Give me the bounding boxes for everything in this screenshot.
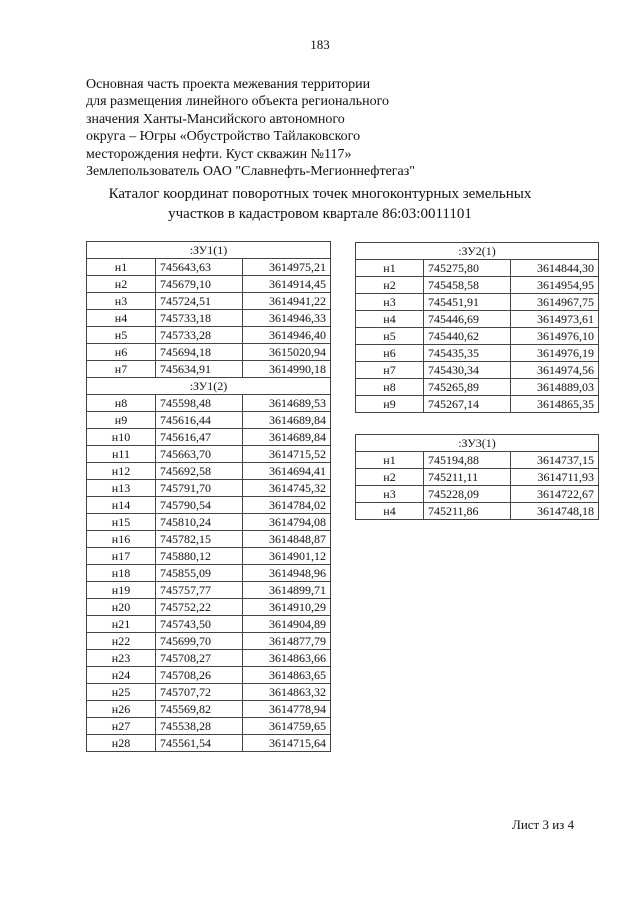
x-coordinate-cell: 745743,50 bbox=[155, 616, 243, 633]
y-coordinate-cell: 3614899,71 bbox=[243, 582, 331, 599]
x-coordinate-cell: 745275,80 bbox=[423, 260, 511, 277]
x-coordinate-cell: 745616,47 bbox=[155, 429, 243, 446]
y-coordinate-cell: 3614973,61 bbox=[511, 311, 599, 328]
point-name-cell: н8 bbox=[87, 395, 156, 412]
sheet-footer: Лист 3 из 4 bbox=[512, 817, 575, 832]
point-name-cell: н9 bbox=[87, 412, 156, 429]
x-coordinate-cell: 745569,82 bbox=[155, 701, 243, 718]
y-coordinate-cell: 3614976,10 bbox=[511, 328, 599, 345]
x-coordinate-cell: 745694,18 bbox=[155, 344, 243, 361]
y-coordinate-cell: 3614946,40 bbox=[243, 327, 331, 344]
x-coordinate-cell: 745634,91 bbox=[155, 361, 243, 378]
point-name-cell: н6 bbox=[87, 344, 156, 361]
y-coordinate-cell: 3614715,52 bbox=[243, 446, 331, 463]
x-coordinate-cell: 745757,77 bbox=[155, 582, 243, 599]
table-row bbox=[87, 463, 331, 480]
x-coordinate-cell: 745791,70 bbox=[155, 480, 243, 497]
table-row bbox=[87, 684, 331, 701]
header-line: Землепользователь ОАО "Славнефть-Мегионнефтегаз" bbox=[86, 164, 415, 180]
x-coordinate-cell: 745663,70 bbox=[155, 446, 243, 463]
point-name-cell: н28 bbox=[87, 735, 156, 752]
x-coordinate-cell: 745707,72 bbox=[155, 684, 243, 701]
table-row bbox=[87, 565, 331, 582]
catalog-title-line: Каталог координат поворотных точек многоконтурных земельных bbox=[108, 186, 532, 202]
y-coordinate-cell: 3614778,94 bbox=[243, 701, 331, 718]
point-name-cell: н6 bbox=[356, 345, 424, 362]
y-coordinate-cell: 3614865,35 bbox=[511, 396, 599, 413]
x-coordinate-cell: 745708,27 bbox=[155, 650, 243, 667]
y-coordinate-cell: 3614974,56 bbox=[511, 362, 599, 379]
y-coordinate-cell: 3614889,03 bbox=[511, 379, 599, 396]
parcel-caption: :ЗУ1(1) bbox=[87, 242, 331, 259]
table-row bbox=[356, 277, 599, 294]
point-name-cell: н3 bbox=[87, 293, 156, 310]
x-coordinate-cell: 745782,15 bbox=[155, 531, 243, 548]
x-coordinate-cell: 745724,51 bbox=[155, 293, 243, 310]
table-row bbox=[87, 701, 331, 718]
table-row bbox=[87, 582, 331, 599]
point-name-cell: н20 bbox=[87, 599, 156, 616]
table-row bbox=[87, 531, 331, 548]
point-name-cell: н27 bbox=[87, 718, 156, 735]
y-coordinate-cell: 3614863,32 bbox=[243, 684, 331, 701]
coordinates-table-zu1 bbox=[86, 241, 331, 752]
y-coordinate-cell: 3614689,53 bbox=[243, 395, 331, 412]
parcel-caption: :ЗУ2(1) bbox=[356, 243, 599, 260]
page-number: 183 bbox=[310, 37, 330, 52]
x-coordinate-cell: 745643,63 bbox=[155, 259, 243, 276]
coordinates-table-zu3 bbox=[355, 434, 599, 520]
point-name-cell: н2 bbox=[356, 277, 424, 294]
header-line: значения Ханты-Мансийского автономного bbox=[86, 111, 345, 127]
y-coordinate-cell: 3614910,29 bbox=[243, 599, 331, 616]
table-row bbox=[87, 293, 331, 310]
table-row bbox=[87, 497, 331, 514]
table-row bbox=[356, 311, 599, 328]
table-caption-row bbox=[356, 435, 599, 452]
y-coordinate-cell: 3614711,93 bbox=[511, 469, 599, 486]
point-name-cell: н26 bbox=[87, 701, 156, 718]
point-name-cell: н2 bbox=[356, 469, 424, 486]
table-row bbox=[356, 486, 599, 503]
parcel-caption: :ЗУ1(2) bbox=[87, 378, 331, 395]
point-name-cell: н12 bbox=[87, 463, 156, 480]
point-name-cell: н24 bbox=[87, 667, 156, 684]
x-coordinate-cell: 745810,24 bbox=[155, 514, 243, 531]
x-coordinate-cell: 745446,69 bbox=[423, 311, 511, 328]
point-name-cell: н3 bbox=[356, 294, 424, 311]
y-coordinate-cell: 3614901,12 bbox=[243, 548, 331, 565]
y-coordinate-cell: 3614689,84 bbox=[243, 412, 331, 429]
catalog-title-line: участков в кадастровом квартале 86:03:0011101 bbox=[168, 206, 472, 222]
x-coordinate-cell: 745880,12 bbox=[155, 548, 243, 565]
y-coordinate-cell: 3614689,84 bbox=[243, 429, 331, 446]
x-coordinate-cell: 745752,22 bbox=[155, 599, 243, 616]
project-header bbox=[86, 76, 606, 180]
y-coordinate-cell: 3614948,96 bbox=[243, 565, 331, 582]
table-row bbox=[87, 650, 331, 667]
table-row bbox=[87, 599, 331, 616]
table-row bbox=[87, 310, 331, 327]
table-row bbox=[87, 735, 331, 752]
x-coordinate-cell: 745699,70 bbox=[155, 633, 243, 650]
table-row bbox=[87, 633, 331, 650]
header-line: для размещения линейного объекта регионального bbox=[86, 94, 390, 110]
x-coordinate-cell: 745733,18 bbox=[155, 310, 243, 327]
point-name-cell: н14 bbox=[87, 497, 156, 514]
point-name-cell: н25 bbox=[87, 684, 156, 701]
table-row bbox=[87, 395, 331, 412]
table-row bbox=[87, 327, 331, 344]
point-name-cell: н8 bbox=[356, 379, 424, 396]
catalog-title bbox=[60, 184, 580, 224]
point-name-cell: н17 bbox=[87, 548, 156, 565]
point-name-cell: н21 bbox=[87, 616, 156, 633]
header-line: Основная часть проекта межевания территории bbox=[86, 77, 371, 92]
point-name-cell: н15 bbox=[87, 514, 156, 531]
point-name-cell: н9 bbox=[356, 396, 424, 413]
x-coordinate-cell: 745211,86 bbox=[423, 503, 511, 520]
table-row bbox=[87, 548, 331, 565]
table-row bbox=[87, 259, 331, 276]
table-caption-row bbox=[87, 378, 331, 395]
point-name-cell: н22 bbox=[87, 633, 156, 650]
x-coordinate-cell: 745679,10 bbox=[155, 276, 243, 293]
y-coordinate-cell: 3614794,08 bbox=[243, 514, 331, 531]
table-caption-row bbox=[87, 242, 331, 259]
x-coordinate-cell: 745733,28 bbox=[155, 327, 243, 344]
point-name-cell: н4 bbox=[356, 503, 424, 520]
table-row bbox=[356, 469, 599, 486]
y-coordinate-cell: 3614748,18 bbox=[511, 503, 599, 520]
table-row bbox=[356, 396, 599, 413]
y-coordinate-cell: 3614863,65 bbox=[243, 667, 331, 684]
point-name-cell: н13 bbox=[87, 480, 156, 497]
x-coordinate-cell: 745265,89 bbox=[423, 379, 511, 396]
table-row bbox=[356, 260, 599, 277]
table-caption-row bbox=[356, 243, 599, 260]
table-row bbox=[356, 328, 599, 345]
table-row bbox=[356, 503, 599, 520]
point-name-cell: н4 bbox=[87, 310, 156, 327]
x-coordinate-cell: 745458,58 bbox=[423, 277, 511, 294]
x-coordinate-cell: 745451,91 bbox=[423, 294, 511, 311]
table-row bbox=[87, 616, 331, 633]
point-name-cell: н4 bbox=[356, 311, 424, 328]
table-row bbox=[87, 429, 331, 446]
table-row bbox=[87, 667, 331, 684]
y-coordinate-cell: 3614990,18 bbox=[243, 361, 331, 378]
table-row bbox=[87, 361, 331, 378]
table-row bbox=[356, 452, 599, 469]
x-coordinate-cell: 745708,26 bbox=[155, 667, 243, 684]
x-coordinate-cell: 745538,28 bbox=[155, 718, 243, 735]
x-coordinate-cell: 745435,35 bbox=[423, 345, 511, 362]
y-coordinate-cell: 3614759,65 bbox=[243, 718, 331, 735]
point-name-cell: н7 bbox=[87, 361, 156, 378]
point-name-cell: н18 bbox=[87, 565, 156, 582]
table-row bbox=[87, 276, 331, 293]
x-coordinate-cell: 745855,09 bbox=[155, 565, 243, 582]
y-coordinate-cell: 3614863,66 bbox=[243, 650, 331, 667]
point-name-cell: н1 bbox=[87, 259, 156, 276]
table-row bbox=[356, 362, 599, 379]
parcel-caption: :ЗУ3(1) bbox=[356, 435, 599, 452]
y-coordinate-cell: 3614946,33 bbox=[243, 310, 331, 327]
y-coordinate-cell: 3614722,67 bbox=[511, 486, 599, 503]
y-coordinate-cell: 3614975,21 bbox=[243, 259, 331, 276]
point-name-cell: н5 bbox=[356, 328, 424, 345]
y-coordinate-cell: 3614737,15 bbox=[511, 452, 599, 469]
point-name-cell: н5 bbox=[87, 327, 156, 344]
x-coordinate-cell: 745440,62 bbox=[423, 328, 511, 345]
y-coordinate-cell: 3614877,79 bbox=[243, 633, 331, 650]
table-row bbox=[356, 345, 599, 362]
table-row bbox=[87, 412, 331, 429]
coordinates-table-zu2 bbox=[355, 242, 599, 413]
point-name-cell: н1 bbox=[356, 452, 424, 469]
point-name-cell: н7 bbox=[356, 362, 424, 379]
point-name-cell: н2 bbox=[87, 276, 156, 293]
y-coordinate-cell: 3614967,75 bbox=[511, 294, 599, 311]
x-coordinate-cell: 745194,88 bbox=[423, 452, 511, 469]
x-coordinate-cell: 745228,09 bbox=[423, 486, 511, 503]
x-coordinate-cell: 745561,54 bbox=[155, 735, 243, 752]
table-row bbox=[87, 514, 331, 531]
point-name-cell: н23 bbox=[87, 650, 156, 667]
point-name-cell: н16 bbox=[87, 531, 156, 548]
x-coordinate-cell: 745430,34 bbox=[423, 362, 511, 379]
y-coordinate-cell: 3614844,30 bbox=[511, 260, 599, 277]
table-row bbox=[87, 718, 331, 735]
x-coordinate-cell: 745692,58 bbox=[155, 463, 243, 480]
point-name-cell: н1 bbox=[356, 260, 424, 277]
x-coordinate-cell: 745790,54 bbox=[155, 497, 243, 514]
y-coordinate-cell: 3614694,41 bbox=[243, 463, 331, 480]
header-line: месторождения нефти. Куст скважин №117» bbox=[86, 146, 352, 162]
table-row bbox=[356, 294, 599, 311]
header-line: округа – Югры «Обустройство Тайлаковского bbox=[86, 129, 361, 145]
y-coordinate-cell: 3614914,45 bbox=[243, 276, 331, 293]
x-coordinate-cell: 745267,14 bbox=[423, 396, 511, 413]
table-row bbox=[87, 446, 331, 463]
y-coordinate-cell: 3614904,89 bbox=[243, 616, 331, 633]
x-coordinate-cell: 745211,11 bbox=[423, 469, 511, 486]
x-coordinate-cell: 745598,48 bbox=[155, 395, 243, 412]
table-row bbox=[356, 379, 599, 396]
y-coordinate-cell: 3614941,22 bbox=[243, 293, 331, 310]
y-coordinate-cell: 3614715,64 bbox=[243, 735, 331, 752]
table-row bbox=[87, 344, 331, 361]
x-coordinate-cell: 745616,44 bbox=[155, 412, 243, 429]
y-coordinate-cell: 3614848,87 bbox=[243, 531, 331, 548]
y-coordinate-cell: 3614784,02 bbox=[243, 497, 331, 514]
y-coordinate-cell: 3615020,94 bbox=[243, 344, 331, 361]
y-coordinate-cell: 3614954,95 bbox=[511, 277, 599, 294]
table-row bbox=[87, 480, 331, 497]
y-coordinate-cell: 3614745,32 bbox=[243, 480, 331, 497]
y-coordinate-cell: 3614976,19 bbox=[511, 345, 599, 362]
point-name-cell: н19 bbox=[87, 582, 156, 599]
point-name-cell: н11 bbox=[87, 446, 156, 463]
point-name-cell: н10 bbox=[87, 429, 156, 446]
point-name-cell: н3 bbox=[356, 486, 424, 503]
